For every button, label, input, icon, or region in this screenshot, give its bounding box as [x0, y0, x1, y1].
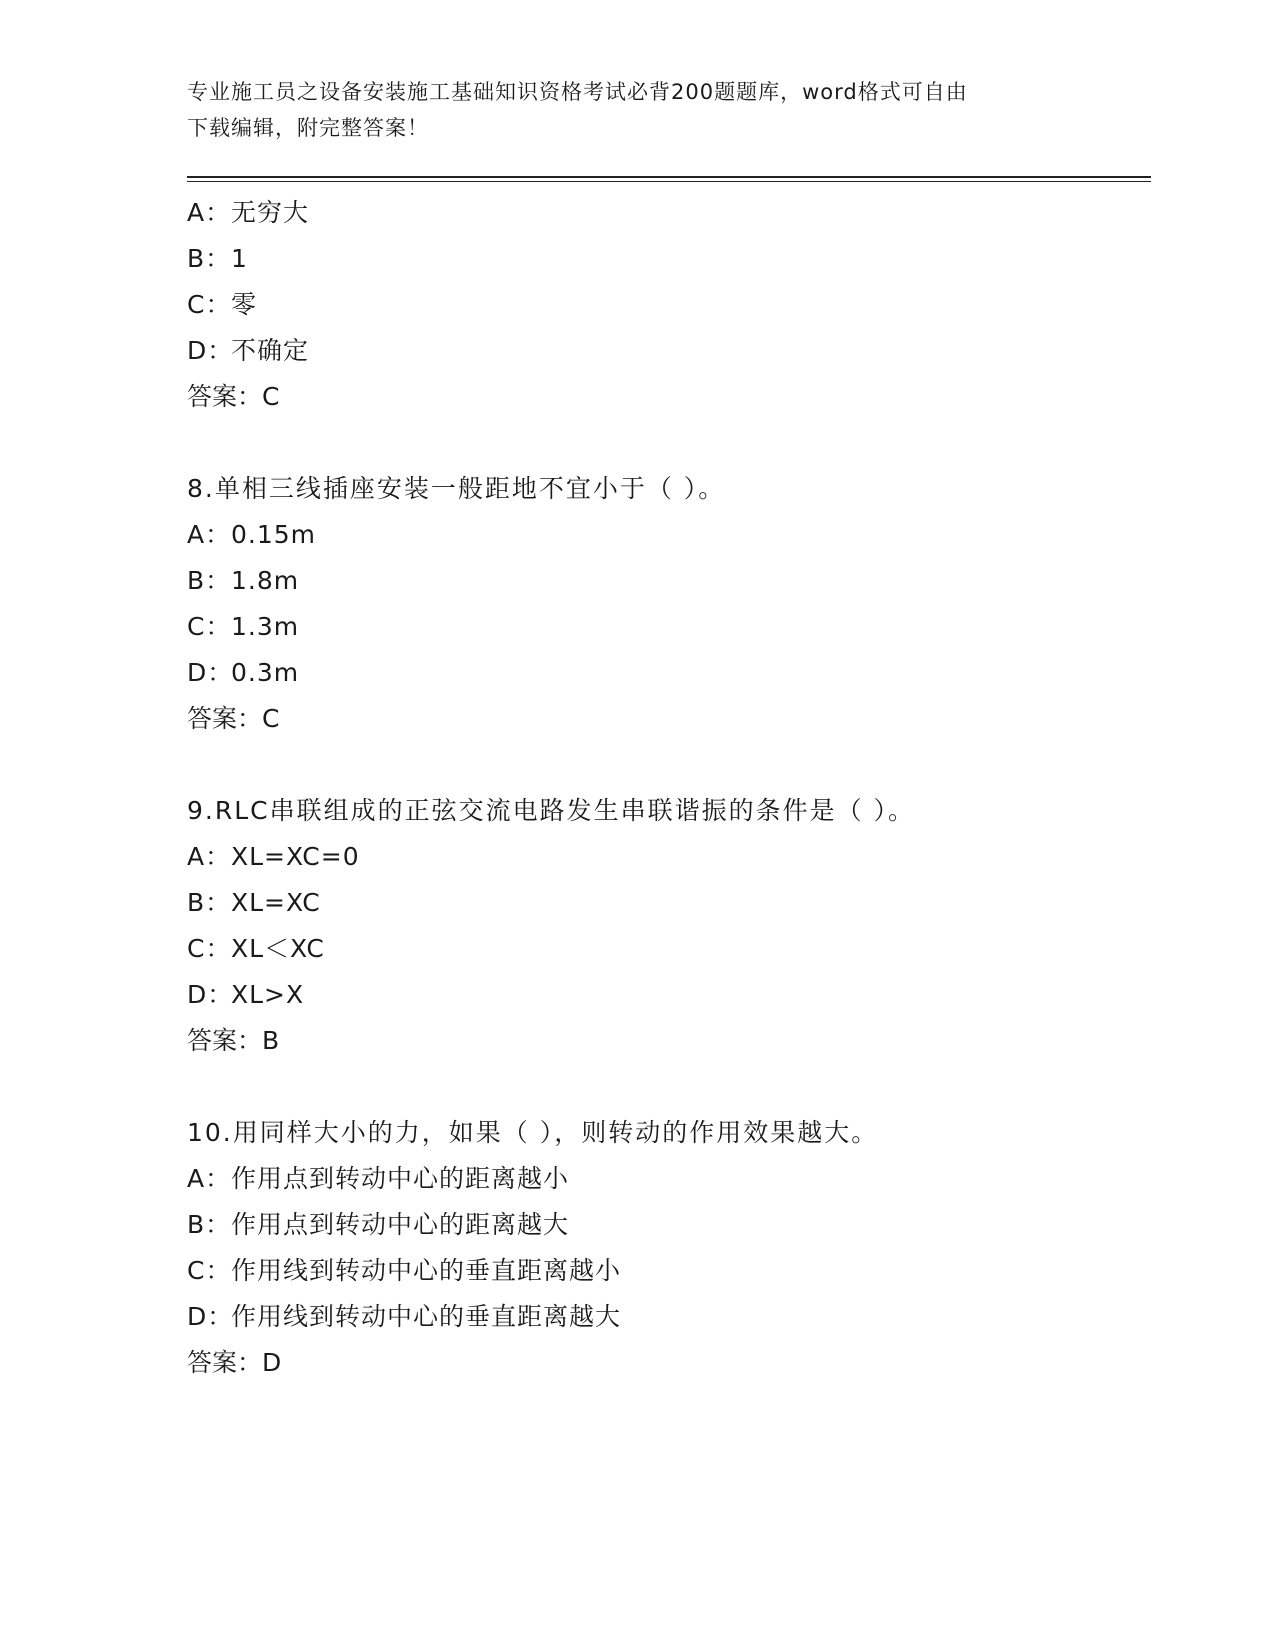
option-b: [187, 1202, 1147, 1248]
header-divider: [187, 176, 1151, 182]
option-c: [187, 282, 1147, 328]
question-block-7: [187, 190, 1147, 420]
option-letter: C：: [187, 290, 232, 319]
option-d: [187, 972, 1147, 1018]
option-letter: A：: [187, 842, 232, 871]
question-block-10: [187, 1110, 1147, 1386]
option-a: [187, 1156, 1147, 1202]
option-text: 无穷大: [231, 198, 310, 227]
option-letter: B：: [187, 244, 232, 273]
option-c: [187, 604, 1147, 650]
answer-text: 答案：C: [187, 704, 280, 733]
option-letter: D：: [187, 336, 234, 365]
option-d: [187, 1294, 1147, 1340]
option-letter: B：: [187, 888, 232, 917]
option-text: 作用点到转动中心的距离越大: [231, 1210, 570, 1239]
question-text: 8.单相三线插座安装一般距地不宜小于（ ）。: [187, 474, 726, 503]
document-header: [187, 74, 1087, 146]
option-text: XL＜XC: [231, 934, 325, 963]
option-text: 不确定: [231, 336, 310, 365]
option-letter: D：: [187, 658, 234, 687]
answer-text: 答案：C: [187, 382, 280, 411]
option-letter: A：: [187, 198, 232, 227]
option-b: [187, 880, 1147, 926]
option-d: [187, 328, 1147, 374]
option-b: [187, 236, 1147, 282]
option-text: 0.15m: [231, 520, 317, 549]
answer-text: 答案：B: [187, 1026, 280, 1055]
header-title-line-1: 专业施工员之设备安装施工基础知识资格考试必背200题题库，word格式可自由: [187, 80, 968, 104]
option-letter: B：: [187, 1210, 232, 1239]
header-title-line-2: 下载编辑，附完整答案！: [187, 116, 429, 140]
option-letter: A：: [187, 1164, 232, 1193]
spacer: [187, 420, 1147, 466]
option-a: [187, 190, 1147, 236]
option-text: 1.3m: [231, 612, 300, 641]
question-list: [187, 190, 1147, 1386]
option-letter: C：: [187, 1256, 232, 1285]
spacer: [187, 742, 1147, 788]
question-block-9: [187, 788, 1147, 1064]
option-a: [187, 512, 1147, 558]
option-text: XL>X: [231, 980, 305, 1009]
question-text: 10.用同样大小的力，如果（ ），则转动的作用效果越大。: [187, 1118, 879, 1147]
option-c: [187, 926, 1147, 972]
option-letter: D：: [187, 980, 234, 1009]
option-text: 1: [231, 244, 248, 273]
option-c: [187, 1248, 1147, 1294]
option-text: XL=XC=0: [231, 842, 360, 871]
option-text: 零: [231, 290, 258, 319]
option-letter: A：: [187, 520, 232, 549]
option-text: 作用点到转动中心的距离越小: [231, 1164, 570, 1193]
option-text: 1.8m: [231, 566, 300, 595]
option-letter: D：: [187, 1302, 234, 1331]
option-text: XL=XC: [231, 888, 321, 917]
option-letter: C：: [187, 612, 232, 641]
option-text: 作用线到转动中心的垂直距离越大: [231, 1302, 622, 1331]
option-b: [187, 558, 1147, 604]
option-text: 0.3m: [231, 658, 300, 687]
option-letter: C：: [187, 934, 232, 963]
option-a: [187, 834, 1147, 880]
answer-text: 答案：D: [187, 1348, 282, 1377]
option-d: [187, 650, 1147, 696]
question-text: 9.RLC串联组成的正弦交流电路发生串联谐振的条件是（ ）。: [187, 796, 916, 825]
spacer: [187, 1064, 1147, 1110]
option-text: 作用线到转动中心的垂直距离越小: [231, 1256, 622, 1285]
option-letter: B：: [187, 566, 232, 595]
question-block-8: [187, 466, 1147, 742]
